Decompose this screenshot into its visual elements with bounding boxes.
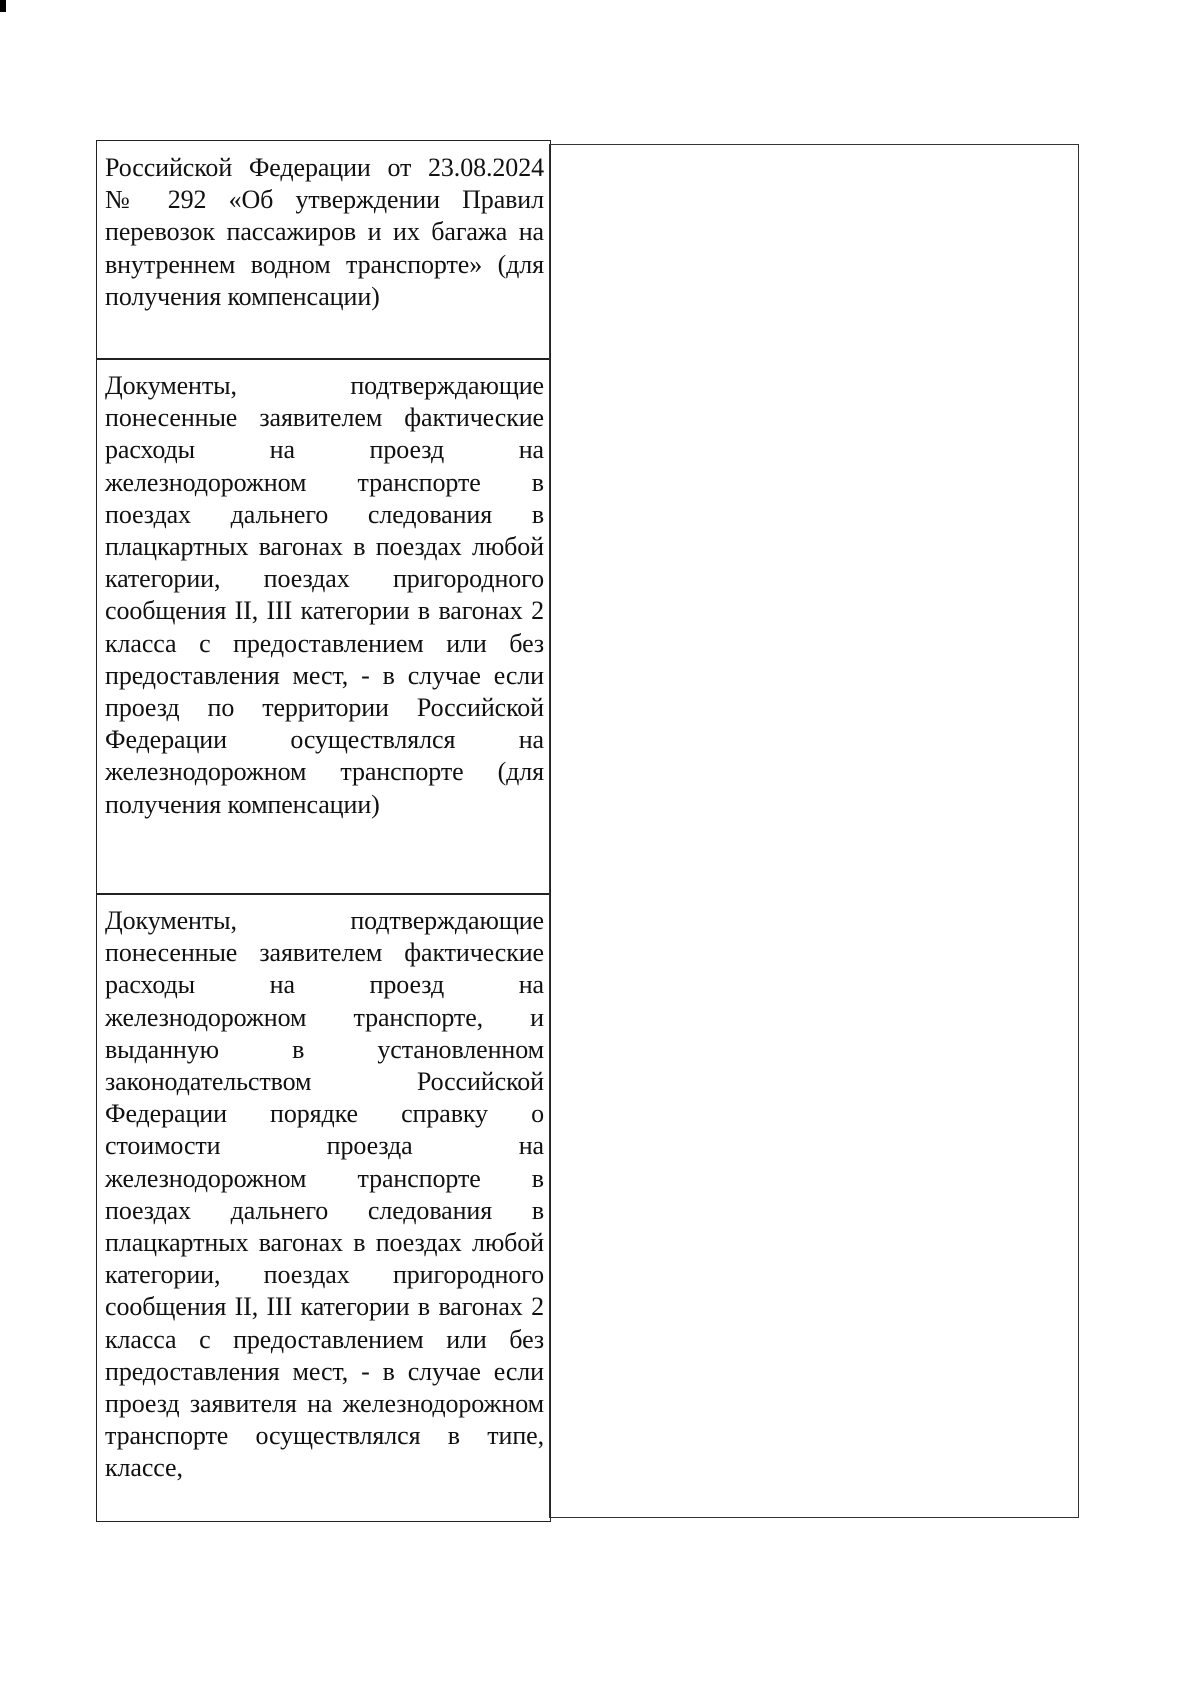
document-table	[96, 140, 1079, 1522]
table-left-column	[96, 140, 551, 1522]
table-row	[96, 358, 551, 895]
scan-corner-mark	[0, 0, 6, 12]
table-row	[96, 893, 551, 1522]
table-right-column	[549, 144, 1079, 1518]
row-3-left-text: Документы, подтверждающие понесенные заявителем фактические расходы на проезд на железнодорожном транспорте, и выданную в установленном законодательством Российской Федерации порядке справку о стоимости проезда на железнодорожном транспорте в поездах дальнего следования в плацкартных вагонах в поездах любой категории, поездах пригородного сообщения II, III категории в вагонах 2 класса с предоставлением или без предоставления мест, - в случае если проезд заявителя на железнодорожном транспорте осуществлялся в типе, классе,	[105, 906, 544, 1483]
table-row	[96, 140, 551, 360]
row-2-left-text: Документы, подтверждающие понесенные заявителем фактические расходы на проезд на железнодорожном транспорте в поездах дальнего следования в плацкартных вагонах в поездах любой категории, поездах пригородного сообщения II, III категории в вагонах 2 класса с предоставлением или без предоставления мест, - в случае если проезд по территории Российской Федерации осуществлялся на железнодорожном транспорте (для получения компенсации)	[105, 371, 544, 819]
row-1-left-text: Российской Федерации от 23.08.2024 № 292 «Об утверждении Правил перевозок пассажиров и их багажа на внутреннем водном транспорте» (для получения компенсации)	[105, 153, 544, 311]
